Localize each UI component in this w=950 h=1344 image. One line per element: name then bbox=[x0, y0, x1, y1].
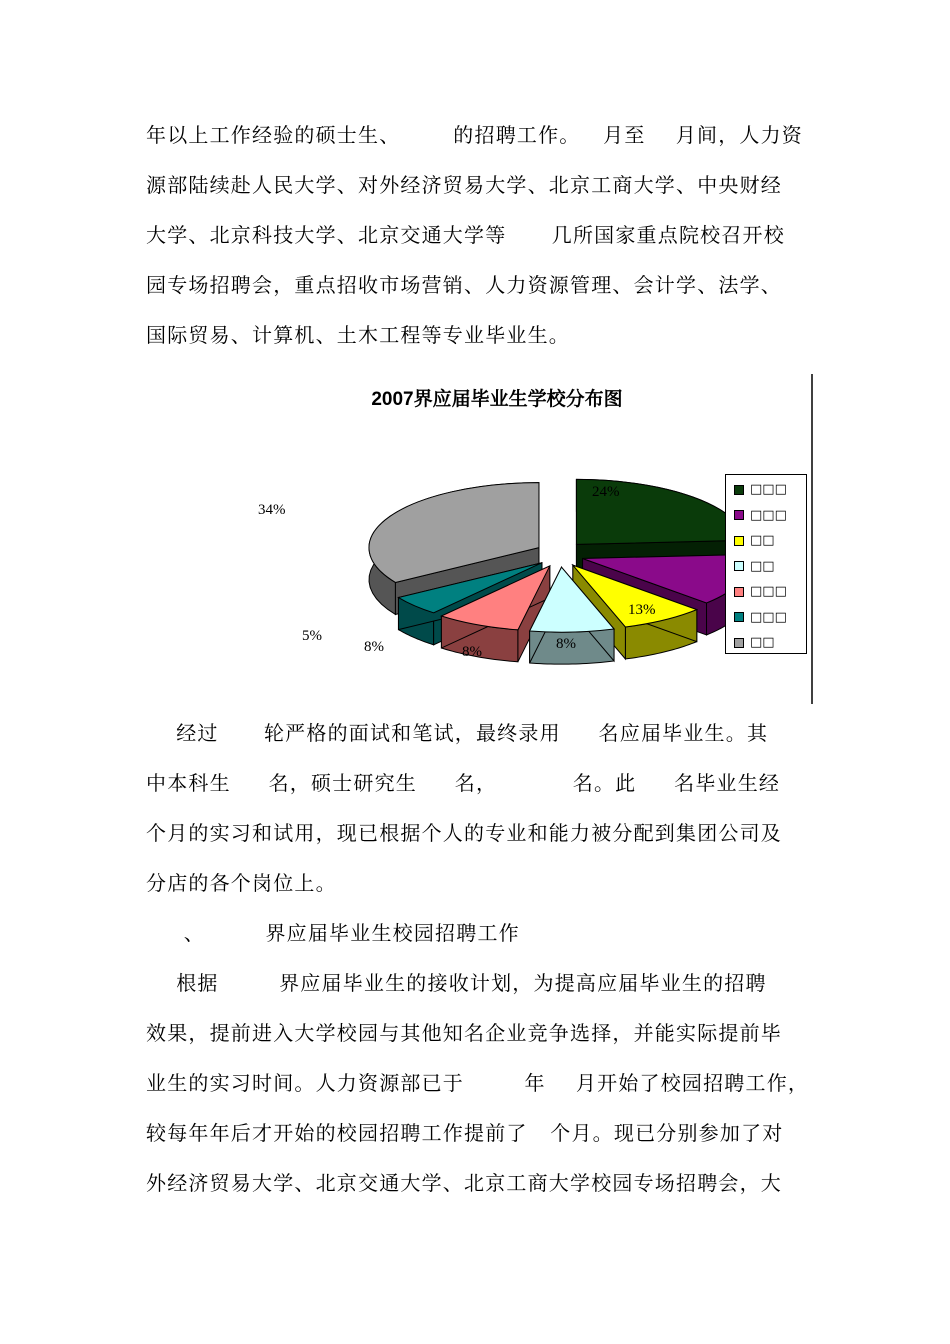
legend-swatch bbox=[734, 485, 744, 495]
legend-swatch bbox=[734, 561, 744, 571]
legend-swatch bbox=[734, 638, 744, 648]
slice-label: 8% bbox=[556, 636, 576, 652]
text-line: 年以上工作经验的硕士生、 的招聘工作。 月至 月间，人力资 bbox=[146, 123, 804, 147]
text-line: 大学、北京科技大学、北京交通大学等 几所国家重点院校召开校 bbox=[146, 223, 785, 247]
legend-label: □□ bbox=[750, 635, 775, 650]
legend-item bbox=[734, 532, 775, 550]
text-line: 根据 界应届毕业生的接收计划，为提高应届毕业生的招聘 bbox=[146, 971, 767, 995]
legend-swatch bbox=[734, 612, 744, 622]
slice-label: 13% bbox=[628, 602, 656, 618]
legend-label: □□□ bbox=[750, 609, 787, 625]
pie-chart-svg bbox=[180, 374, 814, 704]
text-line: 个月的实习和试用，现已根据个人的专业和能力被分配到集团公司及 bbox=[146, 821, 782, 845]
text-line: 业生的实习时间。人力资源部已于 年 月开始了校园招聘工作， bbox=[146, 1071, 810, 1095]
legend-item bbox=[734, 507, 787, 525]
legend-label: □□□ bbox=[750, 482, 787, 497]
legend-swatch bbox=[734, 510, 744, 520]
slice-label: 8% bbox=[462, 644, 482, 660]
slice-label: 24% bbox=[592, 484, 620, 500]
section-heading: 、 界应届毕业生校园招聘工作 bbox=[146, 921, 520, 945]
legend-label: □□ bbox=[750, 558, 775, 574]
chart-legend bbox=[725, 474, 807, 654]
slice-label: 8% bbox=[364, 639, 384, 655]
legend-item bbox=[734, 634, 775, 652]
legend-item bbox=[734, 609, 787, 627]
text-line: 较每年年后才开始的校园招聘工作提前了 个月。现已分别参加了对 bbox=[146, 1121, 784, 1145]
text-line: 源部陆续赴人民大学、对外经济贸易大学、北京工商大学、中央财经 bbox=[146, 173, 782, 197]
text-line: 中本科生 名，硕士研究生 名， 名。此 名毕业生经 bbox=[146, 771, 781, 795]
legend-swatch bbox=[734, 587, 744, 597]
pie-chart bbox=[180, 374, 814, 704]
legend-item bbox=[734, 481, 787, 499]
text-line: 国际贸易、计算机、土木工程等专业毕业生。 bbox=[146, 323, 570, 347]
text-line: 分店的各个岗位上。 bbox=[146, 871, 337, 895]
legend-item bbox=[734, 583, 787, 601]
text-line: 园专场招聘会，重点招收市场营销、人力资源管理、会计学、法学、 bbox=[146, 273, 782, 297]
text-line: 效果，提前进入大学校园与其他知名企业竞争选择，并能实际提前毕 bbox=[146, 1021, 782, 1045]
slice-label: 34% bbox=[258, 502, 286, 518]
chart-title: 2007界应届毕业生学校分布图 bbox=[371, 389, 623, 410]
legend-item bbox=[734, 558, 775, 576]
legend-swatch bbox=[734, 536, 744, 546]
legend-label: □□□ bbox=[750, 507, 787, 523]
text-line: 外经济贸易大学、北京交通大学、北京工商大学校园专场招聘会，大 bbox=[146, 1171, 782, 1195]
legend-label: □□□ bbox=[750, 584, 787, 599]
legend-label: □□ bbox=[750, 533, 775, 548]
text-line: 经过 轮严格的面试和笔试，最终录用 名应届毕业生。其 bbox=[146, 721, 769, 745]
slice-label: 5% bbox=[302, 628, 322, 644]
